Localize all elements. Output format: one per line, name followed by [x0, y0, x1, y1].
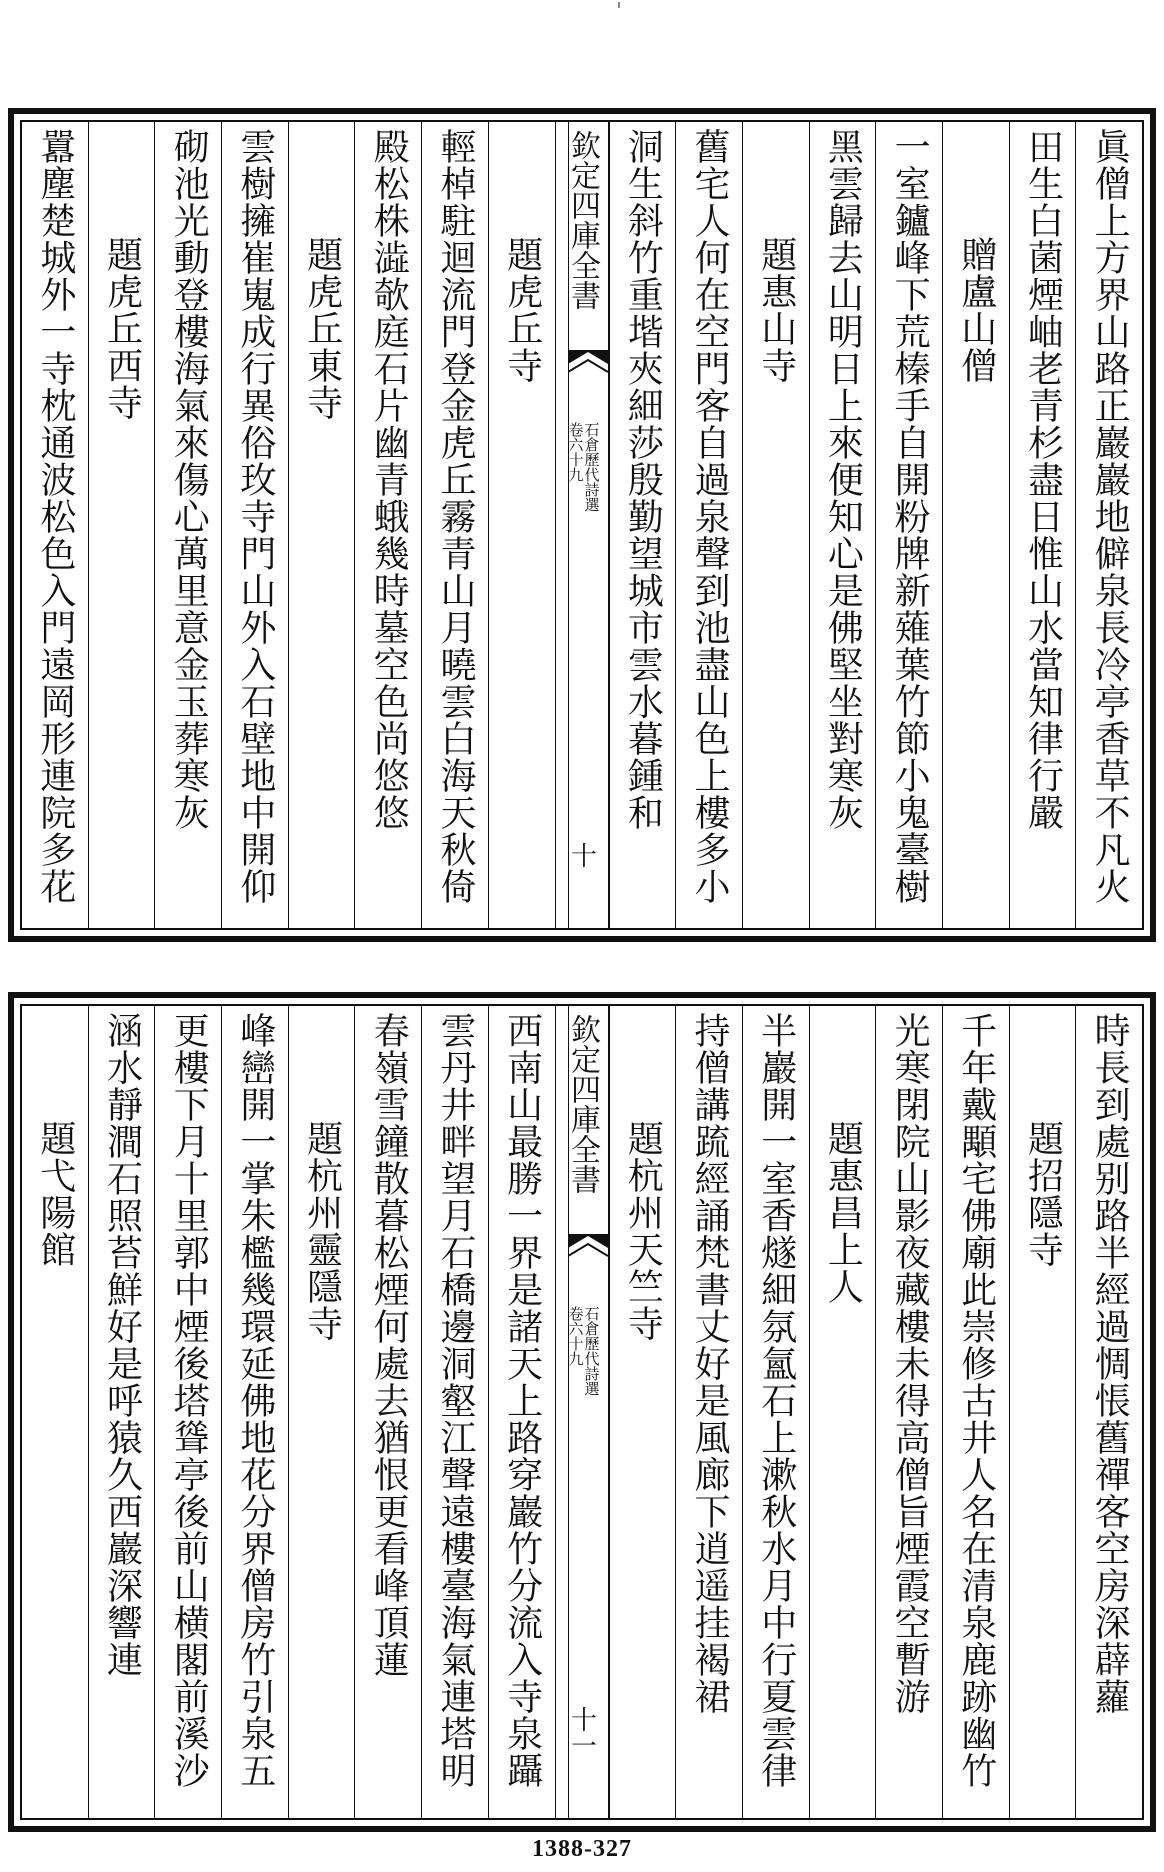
text-column	[1075, 122, 1142, 928]
poem-line: 雲樹擁崔嵬成行異俗玫寺門山外入石壁地中開仰	[234, 128, 276, 905]
book-spine-column	[555, 122, 609, 928]
text-column	[875, 122, 942, 928]
text-column	[609, 122, 676, 928]
text-column	[288, 122, 355, 928]
text-column	[88, 122, 155, 928]
poem-line: 砌池光動登樓海氣來傷心萬里意金玉葬寒灰	[168, 128, 210, 831]
poem-line: 黑雲歸去山明日上來便知心是佛堅坐對寒灰	[822, 128, 864, 831]
text-column	[742, 122, 809, 928]
poem-line: 峰巒開一掌朱檻幾環延佛地花分界僧房竹引泉五	[234, 1012, 276, 1789]
text-column	[809, 122, 876, 928]
text-column	[354, 122, 421, 928]
poem-title: 贈盧山僧	[955, 236, 997, 384]
bottom-columns	[22, 1006, 1142, 1818]
poem-line: 西南山最勝一界是諸天上路穿巖竹分流入寺泉躡	[501, 1012, 543, 1789]
poem-title: 題惠山寺	[755, 236, 797, 384]
collection-title: 石倉歷代詩選	[582, 422, 601, 512]
text-column	[154, 1006, 221, 1818]
text-column	[421, 1006, 488, 1818]
poem-line: 洞生斜竹重堦夾細莎殷勤望城市雲水暮鍾和	[622, 128, 664, 831]
poem-title: 題虎丘寺	[501, 236, 543, 384]
text-column	[609, 1006, 676, 1818]
text-column	[221, 122, 288, 928]
text-column	[354, 1006, 421, 1818]
text-column	[809, 1006, 876, 1818]
poem-line: 殿松株澁欹庭石片幽青蛾幾時墓空色尚悠悠	[368, 128, 410, 831]
poem-line: 田生白菌煙岫老青杉盡日惟山水當知律行嚴	[1022, 128, 1064, 831]
poem-line: 光寒閉院山影夜藏樓未得高僧旨煙霞空暫游	[889, 1012, 931, 1715]
collection-title: 石倉歷代詩選	[582, 1306, 601, 1396]
poem-line: 春嶺雪鐘散暮松煙何處去猶恨更看峰頂蓮	[368, 1012, 410, 1678]
text-column	[1009, 1006, 1076, 1818]
leaf-number: 十一	[566, 1706, 597, 1758]
poem-title: 題虎丘西寺	[101, 236, 143, 421]
text-column	[154, 122, 221, 928]
scan-mark	[618, 2, 620, 8]
poem-line: 輕棹駐迴流門登金虎丘霧青山月曉雲白海天秋倚	[434, 128, 476, 905]
text-column	[675, 1006, 742, 1818]
text-column	[942, 122, 1009, 928]
text-column	[675, 122, 742, 928]
fish-tail-mark-icon	[568, 350, 608, 390]
text-column	[1075, 1006, 1142, 1818]
top-page-frame	[20, 120, 1144, 930]
text-column	[221, 1006, 288, 1818]
poem-title: 題虎丘東寺	[301, 236, 343, 421]
text-column	[488, 1006, 555, 1818]
book-title: 欽定四庫全書	[565, 130, 600, 310]
top-columns	[22, 122, 1142, 928]
text-column	[22, 1006, 88, 1818]
poem-line: 千年戴顒宅佛廟此崇修古井人名在清泉鹿跡幽竹	[955, 1012, 997, 1789]
volume-number: 卷六十九	[566, 422, 585, 482]
text-column	[288, 1006, 355, 1818]
poem-line: 眞僧上方界山路正巖巖地僻泉長冷亭香草不凡火	[1089, 128, 1131, 905]
poem-title: 題杭州天竺寺	[622, 1120, 664, 1342]
bottom-page-frame	[20, 1004, 1144, 1820]
text-column	[421, 122, 488, 928]
poem-line: 舊宅人何在空門客自過泉聲到池盡山色上樓多小	[689, 128, 731, 905]
book-spine-column	[555, 1006, 609, 1818]
bottom-page-panel	[8, 992, 1156, 1832]
poem-title: 題杭州靈隱寺	[301, 1120, 343, 1342]
poem-line: 涵水靜澗石照苔鮮好是呼猿久西巖深響連	[101, 1012, 143, 1678]
poem-line: 持僧講䟽經誦梵書丈好是風廊下逍遥挂褐裙	[689, 1012, 731, 1715]
leaf-number: 十	[566, 842, 597, 868]
text-column	[1009, 122, 1076, 928]
poem-line: 時長到處别路半經過惆悵舊禪客空房深薜蘿	[1089, 1012, 1131, 1715]
poem-title: 題弋陽館	[34, 1120, 76, 1268]
poem-line: 半巖開一室香燧細氛氳石上漱秋水月中行夏雲律	[755, 1012, 797, 1789]
poem-title: 題招隱寺	[1022, 1120, 1064, 1268]
fish-tail-mark-icon	[568, 1234, 608, 1274]
text-column	[742, 1006, 809, 1818]
poem-line: 囂塵楚城外一寺枕通波松色入門遠岡形連院多花	[34, 128, 76, 905]
poem-title: 題惠昌上人	[822, 1120, 864, 1305]
top-page-panel	[8, 108, 1156, 942]
text-column	[942, 1006, 1009, 1818]
text-column	[22, 122, 88, 928]
text-column	[88, 1006, 155, 1818]
poem-line: 更樓下月十里郭中煙後塔聳亭後前山横閣前溪沙	[168, 1012, 210, 1789]
book-title: 欽定四庫全書	[565, 1014, 600, 1194]
text-column	[488, 122, 555, 928]
poem-line: 一室鑪峰下荒榛手自開粉牌新薙葉竹節小鬼臺樹	[889, 128, 931, 905]
page-number: 1388-327	[532, 1836, 632, 1862]
volume-number: 卷六十九	[566, 1306, 585, 1366]
text-column	[875, 1006, 942, 1818]
poem-line: 雲丹井畔望月石橋邊洞壑江聲遠樓臺海氣連塔明	[434, 1012, 476, 1789]
